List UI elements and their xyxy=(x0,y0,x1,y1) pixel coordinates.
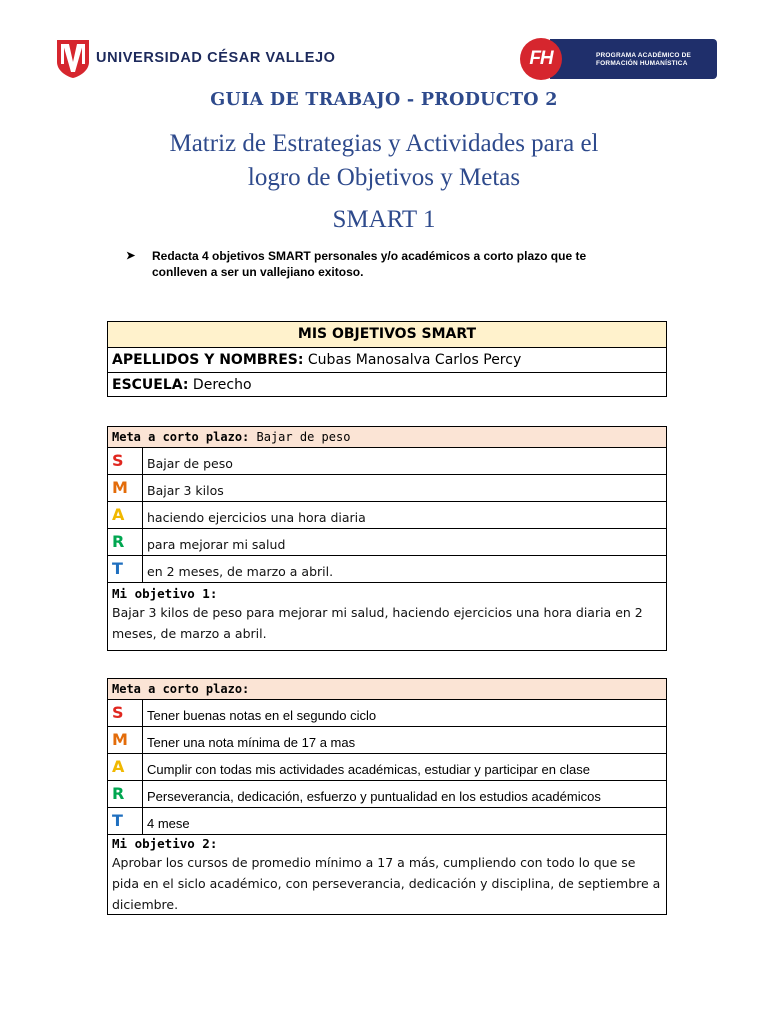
program-logo xyxy=(520,38,717,80)
student-info-table xyxy=(107,321,667,397)
meta-row xyxy=(108,427,666,447)
document-title-line2: logro de Objetivos y Metas xyxy=(247,164,521,191)
program-logo-letters: FH xyxy=(520,38,562,80)
student-name-value: Cubas Manosalva Carlos Percy xyxy=(303,352,522,368)
document-heading: GUIA DE TRABAJO - PRODUCTO 2 xyxy=(210,90,558,110)
letter-a: A xyxy=(108,754,143,780)
school-row xyxy=(108,372,666,397)
letter-m: M xyxy=(108,727,143,753)
objective-text: Bajar 3 kilos de peso para mejorar mi salud, haciendo ejercicios una hora diaria en 2 meses, de marzo a abril. xyxy=(112,605,643,641)
smart-table-1 xyxy=(107,426,667,651)
objective-row xyxy=(108,834,666,914)
meta-row xyxy=(108,679,666,699)
ucv-logo-icon xyxy=(57,40,89,78)
smart-row-text: para mejorar mi salud xyxy=(147,537,286,552)
arrow-bullet-icon: ➤ xyxy=(126,250,136,262)
meta-value: Bajar de peso xyxy=(249,430,351,444)
smart-row-text: Cumplir con todas mis actividades académicas, estudiar y participar en clase xyxy=(147,762,590,777)
objective-label: Mi objetivo 1: xyxy=(112,586,218,601)
smart-row-text: en 2 meses, de marzo a abril. xyxy=(147,564,334,579)
smart-row-a xyxy=(108,501,666,528)
smart-table-2 xyxy=(107,678,667,915)
meta-label: Meta a corto plazo: xyxy=(112,682,250,696)
letter-t: T xyxy=(108,556,143,582)
program-logo-text xyxy=(596,52,691,67)
smart-row-t xyxy=(108,555,666,582)
smart-row-text: 4 mese xyxy=(147,816,190,831)
smart-row-text: Tener buenas notas en el segundo ciclo xyxy=(147,708,377,723)
smart-row-m xyxy=(108,474,666,501)
student-name-label: APELLIDOS Y NOMBRES: xyxy=(112,352,304,368)
letter-s: S xyxy=(108,700,143,726)
university-name: UNIVERSIDAD CÉSAR VALLEJO xyxy=(96,50,336,66)
smart-row-m xyxy=(108,726,666,753)
letter-r: R xyxy=(108,781,143,807)
letter-m: M xyxy=(108,475,143,501)
smart-row-r xyxy=(108,780,666,807)
smart-row-r xyxy=(108,528,666,555)
document-subtitle: SMART 1 xyxy=(332,206,436,233)
objective-label: Mi objetivo 2: xyxy=(112,836,218,851)
objective-row xyxy=(108,582,666,650)
meta-label: Meta a corto plazo: xyxy=(112,430,250,444)
smart-row-text: haciendo ejercicios una hora diaria xyxy=(147,510,366,525)
letter-t: T xyxy=(108,808,143,834)
smart-row-text: Perseverancia, dedicación, esfuerzo y puntualidad en los estudios académicos xyxy=(147,789,601,804)
smart-row-s xyxy=(108,699,666,726)
school-value: Derecho xyxy=(188,377,252,393)
smart-row-t xyxy=(108,807,666,834)
smart-row-text: Tener una nota mínima de 17 a mas xyxy=(147,735,356,750)
smart-row-text: Bajar de peso xyxy=(147,456,233,471)
smart-row-text: Bajar 3 kilos xyxy=(147,483,224,498)
student-name-row xyxy=(108,347,666,372)
letter-s: S xyxy=(108,448,143,474)
instruction-text: Redacta 4 objetivos SMART personales y/o académicos a corto plazo que te conlleven a ser un vallejiano exitoso. xyxy=(152,249,587,279)
letter-a: A xyxy=(108,502,143,528)
smart-row-s xyxy=(108,447,666,474)
program-name-line2: FORMACIÓN HUMANÍSTICA xyxy=(596,59,688,67)
school-label: ESCUELA: xyxy=(112,377,189,393)
document-title xyxy=(100,127,668,195)
info-table-heading: MIS OBJETIVOS SMART xyxy=(108,322,666,347)
smart-row-a xyxy=(108,753,666,780)
document-title-line1: Matriz de Estrategias y Actividades para el xyxy=(169,130,599,157)
page-header xyxy=(0,0,768,100)
program-name-line1: PROGRAMA ACADÉMICO DE xyxy=(596,52,692,59)
objective-text: Aprobar los cursos de promedio mínimo a 17 a más, cumpliendo con todo lo que se pida en el siclo académico, con perseverancia, dedicación y disciplina, de septiembre a diciembre. xyxy=(112,855,661,912)
letter-r: R xyxy=(108,529,143,555)
